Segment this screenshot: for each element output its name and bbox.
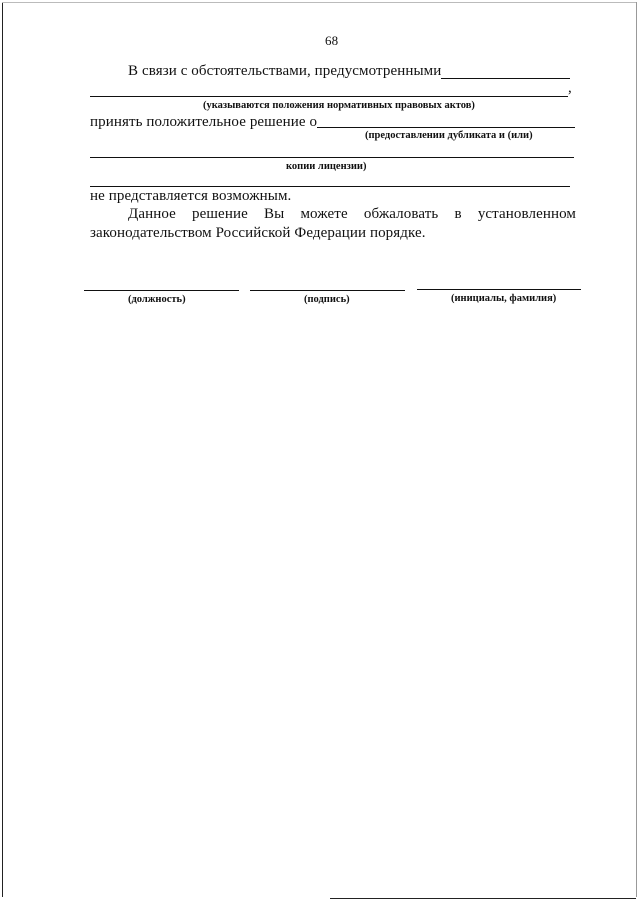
- decision-blank-2[interactable]: [90, 157, 574, 158]
- caption-license-copy: копии лицензии): [286, 161, 367, 172]
- page-edge-top: [2, 2, 636, 3]
- page-edge-bottom: [330, 898, 636, 899]
- decision-blank-3[interactable]: [90, 186, 570, 187]
- signature-caption: (подпись): [304, 294, 350, 305]
- acts-blank-1[interactable]: [441, 78, 570, 79]
- positive-decision-text: принять положительное решение о: [90, 114, 318, 130]
- page-number: 68: [325, 33, 339, 48]
- appeal-text-line-2: законодательством Российской Федерации порядке.: [90, 225, 426, 241]
- position-blank[interactable]: [84, 290, 239, 291]
- signature-blank[interactable]: [250, 290, 405, 291]
- page-edge-left: [2, 2, 3, 897]
- comma: ,: [568, 80, 572, 96]
- impossible-text: не представляется возможным.: [90, 188, 292, 204]
- position-caption: (должность): [128, 294, 186, 305]
- appeal-text-line-1: Данное решение Вы можете обжаловать в установленном: [128, 206, 576, 222]
- name-caption: (инициалы, фамилия): [451, 293, 557, 304]
- page-edge-right: [636, 2, 637, 897]
- caption-duplicate: (предоставлении дубликата и (или): [365, 130, 533, 141]
- acts-blank-2[interactable]: [90, 96, 568, 97]
- circumstances-text: В связи с обстоятельствами, предусмотренными: [128, 63, 442, 79]
- caption-legal-acts: (указываются положения нормативных правовых актов): [203, 100, 475, 111]
- name-blank[interactable]: [417, 289, 581, 290]
- decision-blank-1[interactable]: [317, 127, 575, 128]
